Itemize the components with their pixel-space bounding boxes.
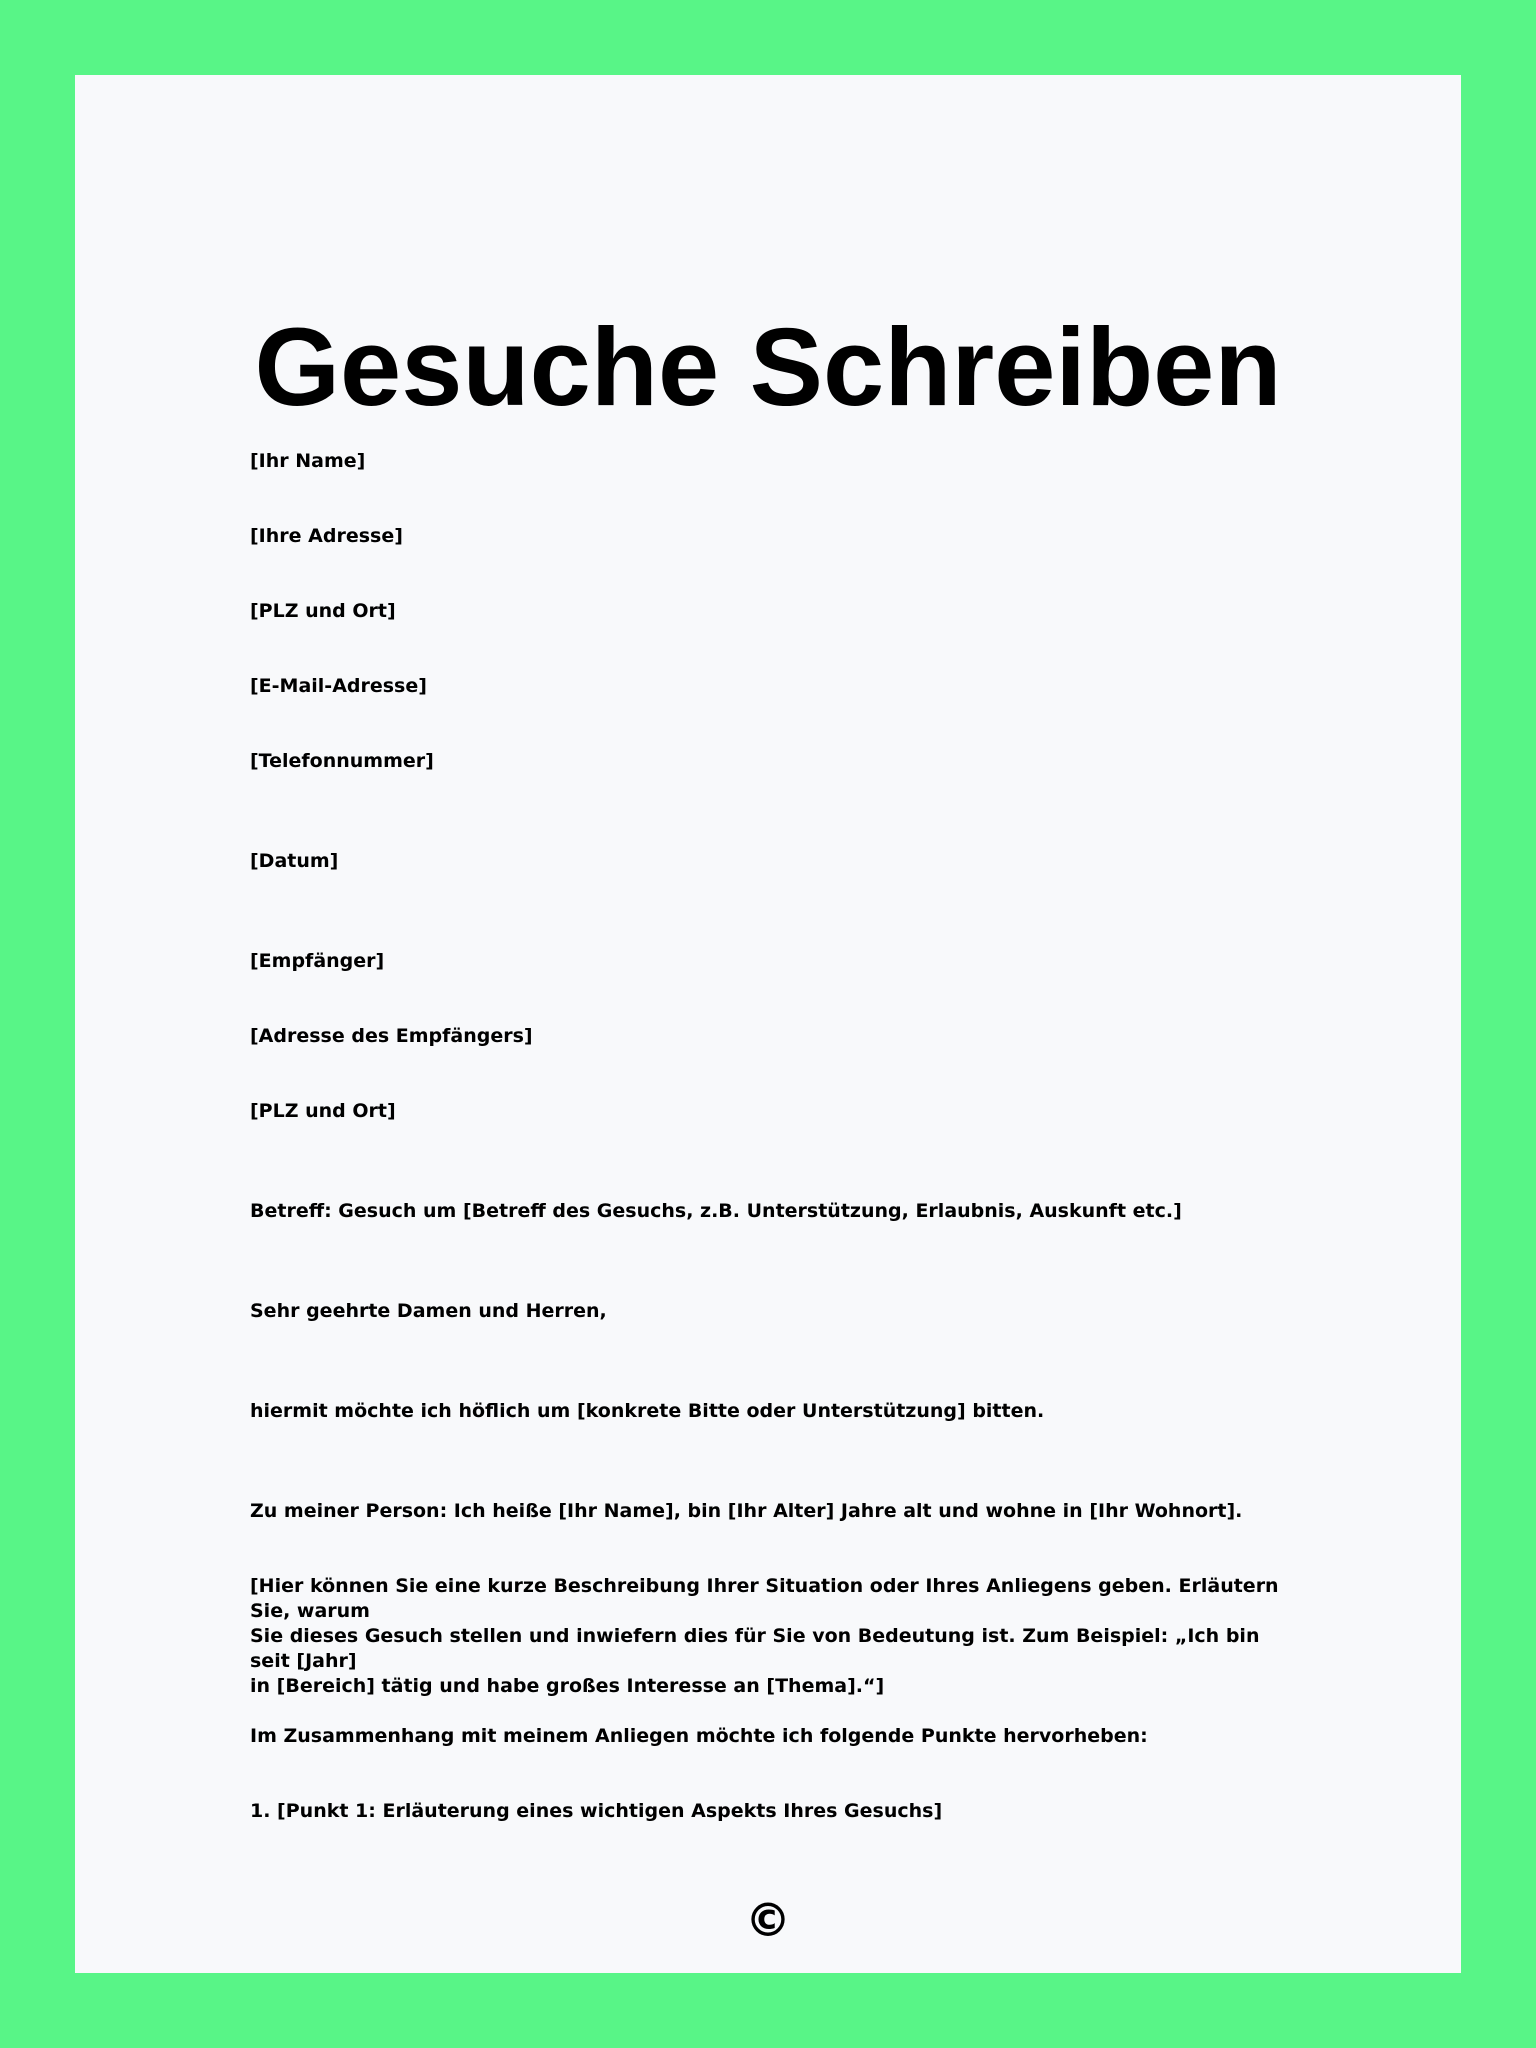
sender-zip-city: [PLZ und Ort] [250,600,396,622]
subject-line: Betreff: Gesuch um [Betreff des Gesuchs, z.B. Unterstützung, Erlaubnis, Auskunft etc.] [250,1200,1182,1222]
copyright-icon: © [745,1893,791,1947]
sender-name: [Ihr Name] [250,450,366,472]
recipient-address: [Adresse des Empfängers] [250,1025,533,1047]
description-paragraph [250,1574,1290,1699]
intro-paragraph: hiermit möchte ich höflich um [konkrete Bitte oder Unterstützung] bitten. [250,1400,1045,1422]
about-me-paragraph: Zu meiner Person: Ich heiße [Ihr Name], bin [Ihr Alter] Jahre alt und wohne in [Ihr Wohnort]. [250,1500,1243,1522]
sender-email: [E-Mail-Adresse] [250,675,427,697]
point-1: 1. [Punkt 1: Erläuterung eines wichtigen Aspekts Ihres Gesuchs] [250,1800,943,1822]
points-intro: Im Zusammenhang mit meinem Anliegen möchte ich folgende Punkte hervorheben: [250,1725,1148,1747]
description-line: in [Bereich] tätig und habe großes Interesse an [Thema].“] [250,1675,885,1697]
recipient-name: [Empfänger] [250,950,385,972]
sender-address: [Ihre Adresse] [250,525,403,547]
letter-date: [Datum] [250,850,339,872]
salutation: Sehr geehrte Damen und Herren, [250,1300,607,1322]
document-title: Gesuche Schreiben [254,306,1282,429]
recipient-zip-city: [PLZ und Ort] [250,1100,396,1122]
document-page [75,75,1461,1973]
description-line: Sie dieses Gesuch stellen und inwiefern dies für Sie von Bedeutung ist. Zum Beispiel: „Ich bin seit [Jahr] [250,1625,1260,1672]
description-line: [Hier können Sie eine kurze Beschreibung Ihrer Situation oder Ihres Anliegens geben. Erläutern Sie, warum [250,1575,1279,1622]
sender-phone: [Telefonnummer] [250,750,434,772]
